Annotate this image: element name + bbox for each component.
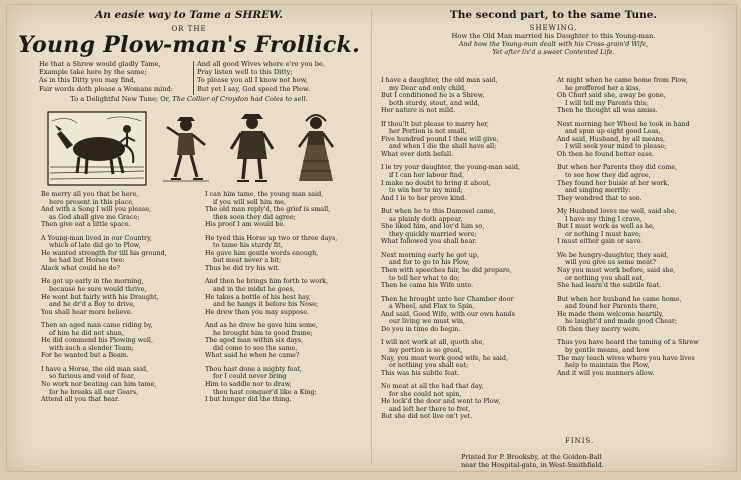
verse-line: I will seek your mind to please; [565,142,667,151]
imprint-line: Printed for P. Brooksby, at the Golden-Ball [461,453,602,461]
verse-line: But when her husband he came home, [557,294,682,303]
verse-line: He did commend his Plowing well, [41,336,153,345]
verse-line: We be hungry-daughter, they said, [557,250,669,259]
verse-line: For he wanted but a Beam. [41,351,129,360]
woman-woodcut [289,111,343,186]
verse-line: Thus he did try his wit. [205,263,280,272]
verse-line: my Dear and only child, [389,83,467,92]
verse-line: if you will sell him me, [213,197,286,206]
verse-line: Attend all you that hear. [41,395,120,404]
verse-line: of him he did not shun, [49,328,124,337]
verse-line: with such a slender Team; [49,343,134,352]
verse-line: I have my thing I crave, [565,214,642,223]
verse-line: which of late did go to Plow, [49,241,141,250]
verse-line: help to maintain the Plow, [565,361,650,370]
verse-line: he laught'd and made good Chear; [565,317,678,326]
verse-line: I can him tame, the young man said, [205,190,324,198]
intro-line: Pray listen well to this Ditty; [197,68,293,77]
second-part-subtitle: Yet after liv'd a sweet Contented Life. [492,48,615,56]
verse-line: or nothing you shall eat; [389,361,469,370]
verse-line: Be merry all you that be here, [41,190,139,198]
verse-line: did come to see the same, [213,343,298,352]
second-part-page [371,5,736,471]
verse-line: I have a Horse, the old man said, [41,364,149,373]
verse-line: Alack what could he do? [41,263,120,272]
verse-line: But when he to this Damosel came, [381,207,496,216]
verse-line: Then he thought all was amiss. [557,106,658,115]
verse-line: and when I die the shall have all; [389,142,497,151]
verse-line: And said, Good Wife, with our own hands [381,309,515,318]
intro-verse-left [39,60,173,93]
verse-line: But I must work as well as he, [557,222,655,231]
verse-line: for I could never bring [213,372,287,381]
ballad-title-top: An easie way to Tame a SHREW. [95,9,283,21]
verse-line: I le try your daughter, the young-man said, [381,163,521,172]
verse-line: to see how they did agree, [565,171,651,180]
verse-line: then soon they did agree; [213,212,296,221]
verse-line: and he hangs it before his Nose; [213,300,319,309]
verse-line: he had but Horses two: [49,256,125,265]
first-part-column-2 [205,191,337,404]
intro-line: Example take here by the same; [39,68,147,77]
verse-line: What followed you shall hear. [381,237,477,246]
verse-line: my portion is so great, [389,345,463,354]
old-man-woodcut [225,111,279,186]
verse-line: This was his subtle feat. [381,368,460,377]
verse-line: so furious and void of fear, [49,372,136,381]
verse-line: our living we must win, [389,317,466,326]
intro-verse-right [197,60,325,93]
verse-line: to tell her what to do; [389,273,460,282]
verse-line: Then he came his Wife unto. [381,281,474,290]
verse-line: My Husband loves me well, said she, [557,207,677,216]
verse-line: but meat never a bit; [213,256,282,265]
verse-line: Thus you have heard the taming of a Shrew [557,338,699,347]
verse-line: I will tell my Parents this; [565,98,649,107]
verse-line: What ever doth befall. [381,149,454,158]
verse-line: and left her there to fret, [389,404,471,413]
verse-line: for he breaks all our Gears, [49,387,139,396]
second-part-subtitle: How the Old Man married his Daughter to this Young-man. [451,32,656,40]
verse-line: But she did not live on't yet. [381,412,473,421]
verse-line: At night when he came home from Plow, [557,76,688,84]
verse-line: No work nor beating can him tame, [41,380,157,389]
verse-line: as God shall give me Grace; [49,212,140,221]
or-the-label: OR THE [171,25,207,33]
verse-line: and in the midst he goes, [213,285,295,294]
verse-line: Thou hast done a mighty feat, [205,364,302,373]
verse-line: Then an aged man came riding by, [41,321,153,330]
verse-line: What said he when he came? [205,351,300,360]
second-part-column-2 [557,77,699,377]
verse-line: I but hunger did the thing. [205,395,292,404]
verse-line: I will not work at all, quoth she, [381,338,485,347]
verse-line: He takes a bottle of his best hay, [205,292,311,301]
verse-line: Oh Churl said she, away be gone, [557,91,666,100]
verse-line: Him to saddle nor to draw, [205,380,292,389]
verse-line: or nothing I must have; [565,229,641,238]
verse-line: Do you in time do begin. [381,324,461,333]
verse-line: a Wheel, and Flax to Spin, [389,302,475,311]
verse-line: I have a daughter, the old man said, [381,76,498,84]
verse-line: I must either gain or save. [557,237,643,246]
verse-line: The may teach wives where you have lives [557,353,695,362]
verse-line: thou hast conquer'd like a King; [213,387,317,396]
verse-line: will you give us some meat? [565,258,656,267]
second-part-title: The second part, to the same Tune. [449,9,658,21]
finis-label: FINIS. [565,437,595,445]
verse-line: they quickly married were; [389,229,477,238]
verse-line: by gentle means, and how [565,345,650,354]
verse-line: Then give eat a little space. [41,220,131,229]
horse-woodcut [47,111,147,186]
verse-line: And I le to her prove kind. [381,193,467,202]
verse-line: But I conditioned he is a Shrew, [381,91,485,100]
verse-line: Her nature is not mild. [381,106,456,115]
verse-line: He drew then you may suppose. [205,307,310,316]
verse-line: and found her Parents there, [565,302,659,311]
tune-name: The Collier of Croydon had Coles to sell. [172,95,308,103]
verse-line: both sturdy, stout, and wild, [389,98,480,107]
intro-line: Fair words doth please a Womans mind: [39,84,173,93]
tune-prefix: To a Delightful New Tune; [70,95,159,103]
verse-line: And said, Husband, by all means, [557,134,666,143]
woodcut-illustrations [47,111,347,186]
verse-line: as plainly doth appear, [389,214,463,223]
verse-line: and for to go to his Plow, [389,258,470,267]
verse-line: He went but fairly with his Draught, [41,292,159,301]
verse-line: And with a Song I will you please, [41,205,152,214]
verse-line: They wondred that to see. [557,193,642,202]
second-part-column-1 [381,77,520,421]
verse-line: He wanted strength for till his ground, [41,248,167,257]
verse-line: Oh then they merry were. [557,324,641,333]
verse-line: for she could not spin, [389,389,462,398]
verse-line: he brought him to good frame; [213,328,313,337]
verse-line: Five hundred pound I thee will give, [381,134,499,143]
verse-line: to tame his sturdy fit, [213,241,283,250]
verse-line: Next morning early he got up, [381,250,479,259]
intro-line: As in this Ditty you may find, [39,76,136,85]
verse-line: She had learn'd the subtile feat. [557,281,662,290]
verse-line: He tyed this Horse up two or three days, [205,233,338,242]
intro-line: He that a Shrew would gladly Tame, [39,60,161,68]
verse-line: if I can her labour find, [389,171,465,180]
main-title: Young Plow-man's Frollick. [17,32,361,58]
verse-line: Next morning her Wheel he took in hand [557,119,690,128]
imprint-line: near the Hospital-gate, in West-Smithfield. [461,461,604,469]
verse-line: and spun up eight good Leas, [565,127,661,136]
tune-line [7,95,371,103]
second-part-subtitle: And how the Young-man dealt with his Cross-grain'd Wife, [458,40,649,48]
first-part-page [7,5,371,471]
verse-line: A Young-man lived in our Country, [41,233,152,242]
verse-line: But when her Parents they did come, [557,163,678,172]
verse-line: or nothing you shall eat, [565,273,644,282]
verse-line: and he dr'd a Boy to drive, [49,300,136,309]
ploughman-woodcut [159,111,213,186]
verse-line: And as he drew he gave him some, [205,321,318,330]
intro-divider [193,61,194,95]
verse-line: His proof I am would be. [205,220,286,229]
broadside-sheet [6,4,737,472]
verse-line: If thou'lt but please to marry her, [381,119,489,128]
verse-line: You shall hear more believe. [41,307,133,316]
verse-line: Nay, you must work good wife, he said, [381,353,508,362]
verse-line: Then with speeches fair, he did prepare, [381,266,512,275]
intro-line: But yet I say, God speed the Plow. [197,84,310,93]
shewing-label: SHEWING, [529,24,578,32]
intro-line: And all good Wives where e're you be, [197,60,325,68]
verse-line: Then he brought unto her Chamber door [381,294,514,303]
verse-line: here present in this place, [49,197,135,206]
verse-line: to win her to my mind; [389,186,463,195]
verse-line: Nay you must work before, said she, [557,266,676,275]
first-part-column-1 [41,191,167,404]
verse-line: her Portion is not small, [389,127,467,136]
verse-line: And it will you manners allow. [557,368,655,377]
verse-line: The aged man within six days, [205,336,304,345]
verse-line: They found her buisie at her work, [557,178,670,187]
verse-line: And then he brings him forth to work, [205,277,329,286]
verse-line: He made them welcome heartily, [557,309,664,318]
verse-line: he proffered her a kiss, [565,83,641,92]
verse-line: because he sure would thrive, [49,285,147,294]
imprint [461,453,604,469]
verse-line: No meat at all the had that day, [381,382,484,391]
verse-line: She liked him, and lov'd him so, [381,222,485,231]
verse-line: He gave him gentle words enough, [205,248,319,257]
intro-line: To please you all I know not how, [197,76,308,85]
verse-line: I make no doubt to bring it about, [381,178,491,187]
verse-line: Oh then he found better ease. [557,149,655,158]
verse-line: He lock'd the door and went to Plow, [381,397,501,406]
verse-line: He got up early in the morning, [41,277,144,286]
verse-line: and singing merrily: [565,186,631,195]
verse-line: The old man reply'd, the grief is small, [205,205,331,214]
tune-or: Or, [160,95,171,103]
